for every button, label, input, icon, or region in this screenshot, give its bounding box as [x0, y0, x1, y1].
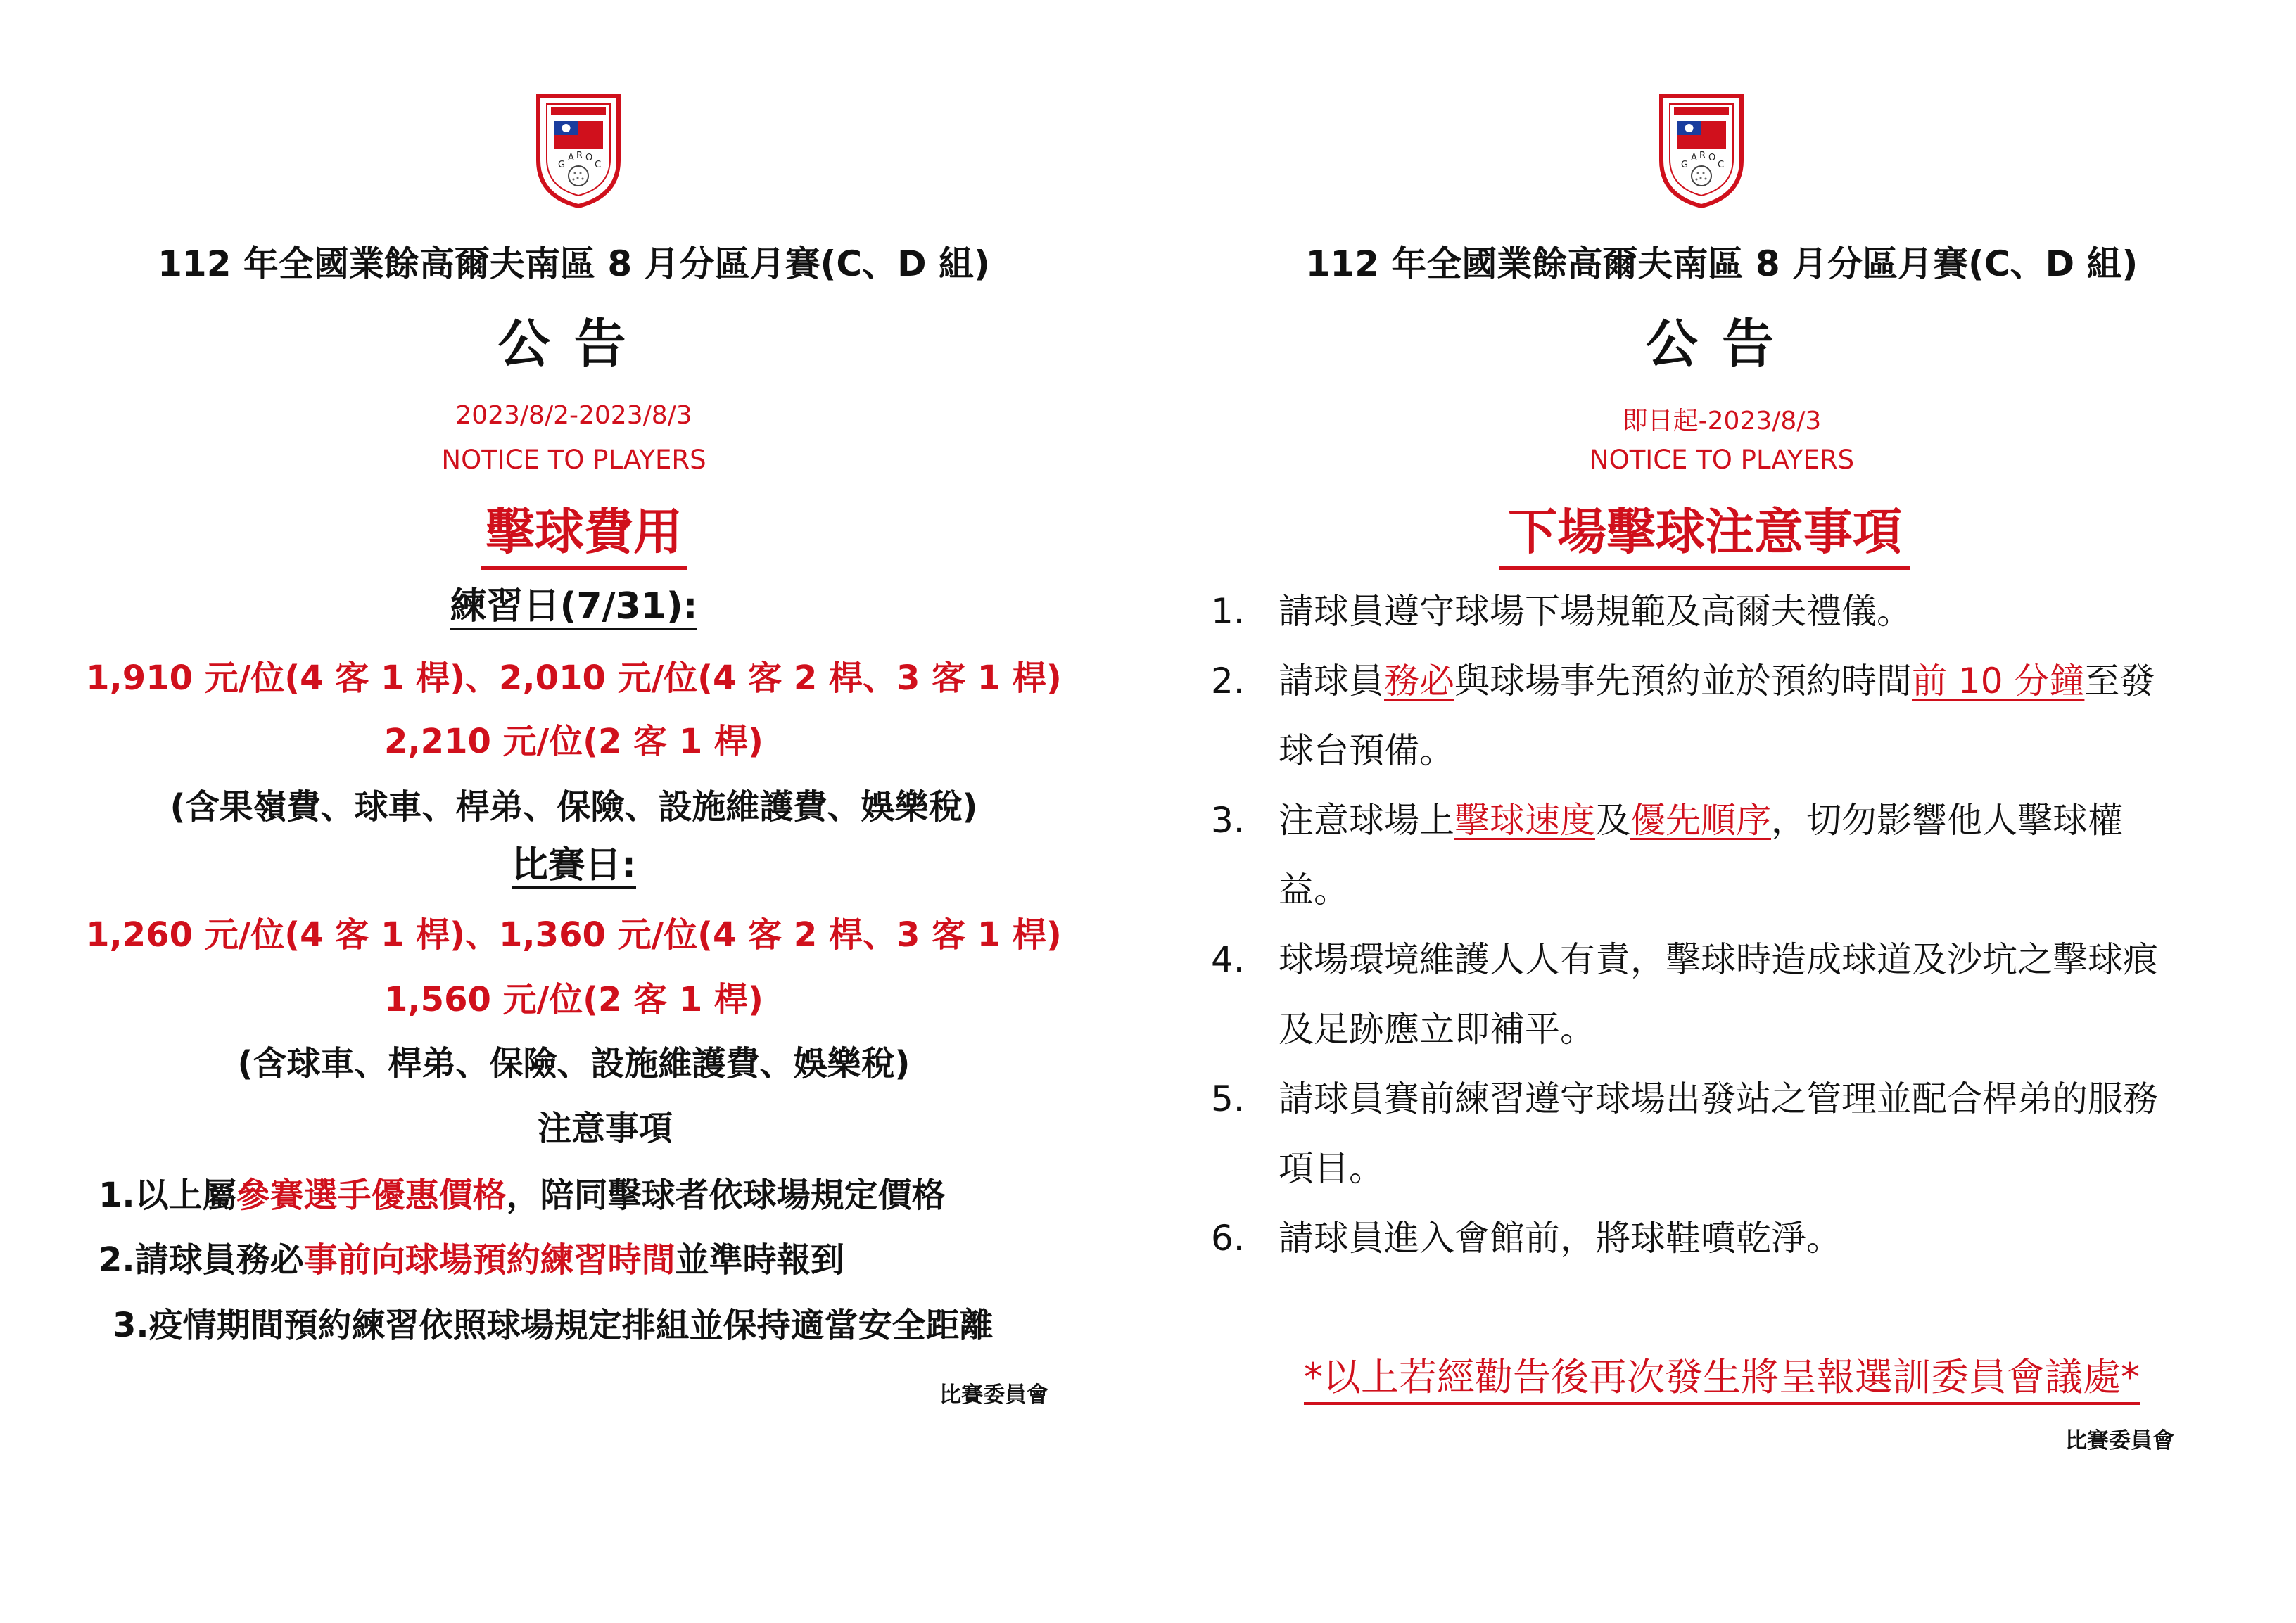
notes-heading: 注意事項	[537, 1109, 673, 1148]
warning-notice: *以上若經勸告後再次發生將呈報選訓委員會議處*	[1148, 1347, 2296, 1401]
svg-text:R: R	[1699, 151, 1706, 161]
svg-text:G: G	[1681, 160, 1689, 170]
section-title: 下場擊球注意事項	[1499, 492, 1910, 570]
practice-price-line-2: 2,210 元/位(2 客 1 桿)	[384, 722, 763, 761]
note-2: 2.請球員務必事前向球場預約練習時間並準時報到	[99, 1240, 844, 1280]
practice-day-heading: 練習日(7/31):	[450, 585, 698, 630]
rule-item-6: 6. 請球員進入會館前，將球鞋噴乾淨。	[1211, 1218, 1841, 1259]
right-notice-panel	[1148, 0, 2296, 1623]
notice-title: 公告	[497, 314, 650, 374]
svg-text:O: O	[1708, 153, 1716, 163]
section-title: 擊球費用	[481, 492, 687, 570]
signature: 比賽委員會	[2065, 1428, 2174, 1453]
event-title: 112 年全國業餘高爾夫南區 8 月分區月賽(C、D 組)	[158, 243, 990, 284]
practice-includes: (含果嶺費、球車、桿弟、保險、設施維護費、娛樂稅)	[170, 787, 978, 827]
svg-text:A: A	[1691, 153, 1697, 163]
match-price-line-2: 1,560 元/位(2 客 1 桿)	[384, 980, 763, 1019]
match-day-heading: 比賽日:	[512, 844, 636, 889]
rule-item-5: 5. 請球員賽前練習遵守球場出發站之管理並配合桿弟的服務項目。	[1211, 1078, 2158, 1189]
match-includes: (含球車、桿弟、保險、設施維護費、娛樂稅)	[237, 1044, 911, 1083]
rules-list	[1211, 577, 2231, 1273]
garoc-emblem-icon	[1656, 90, 1747, 210]
date-range: 2023/8/2-2023/8/3	[455, 401, 692, 430]
rule-item-3: 3. 注意球場上擊球速度及優先順序，切勿影響他人擊球權益。	[1211, 800, 2123, 910]
rule-item-1: 1. 請球員遵守球場下場規範及高爾夫禮儀。	[1211, 591, 1912, 632]
notice-title: 公告	[1646, 314, 1798, 374]
notice-to-players: NOTICE TO PLAYERS	[1589, 445, 1855, 475]
event-title: 112 年全國業餘高爾夫南區 8 月分區月賽(C、D 組)	[1305, 243, 2138, 284]
svg-text:A: A	[568, 153, 574, 163]
note-1: 1.以上屬參賽選手優惠價格，陪同擊球者依球場規定價格	[99, 1176, 946, 1215]
notice-to-players: NOTICE TO PLAYERS	[441, 445, 706, 475]
rule-item-4: 4. 球場環境維護人人有責，擊球時造成球道及沙坑之擊球痕及足跡應立即補平。	[1211, 939, 2158, 1050]
date-range: 即日起-2023/8/3	[1622, 407, 1822, 435]
match-price-line-1: 1,260 元/位(4 客 1 桿)、1,360 元/位(4 客 2 桿、3 客 1 桿)	[86, 915, 1062, 955]
garoc-emblem-icon	[533, 90, 624, 210]
signature: 比賽委員會	[939, 1382, 1048, 1408]
rule-item-2: 2. 請球員務必與球場事先預約並於預約時間前 10 分鐘至發球台預備。	[1211, 661, 2155, 771]
practice-price-line-1: 1,910 元/位(4 客 1 桿)、2,010 元/位(4 客 2 桿、3 客 1 桿)	[86, 658, 1062, 698]
svg-text:O: O	[585, 153, 593, 163]
svg-text:C: C	[1718, 160, 1725, 170]
svg-text:G: G	[558, 160, 566, 170]
svg-text:C: C	[595, 160, 602, 170]
note-3: 3.疫情期間預約練習依照球場規定排組並保持適當安全距離	[113, 1306, 994, 1345]
svg-text:R: R	[576, 151, 583, 161]
